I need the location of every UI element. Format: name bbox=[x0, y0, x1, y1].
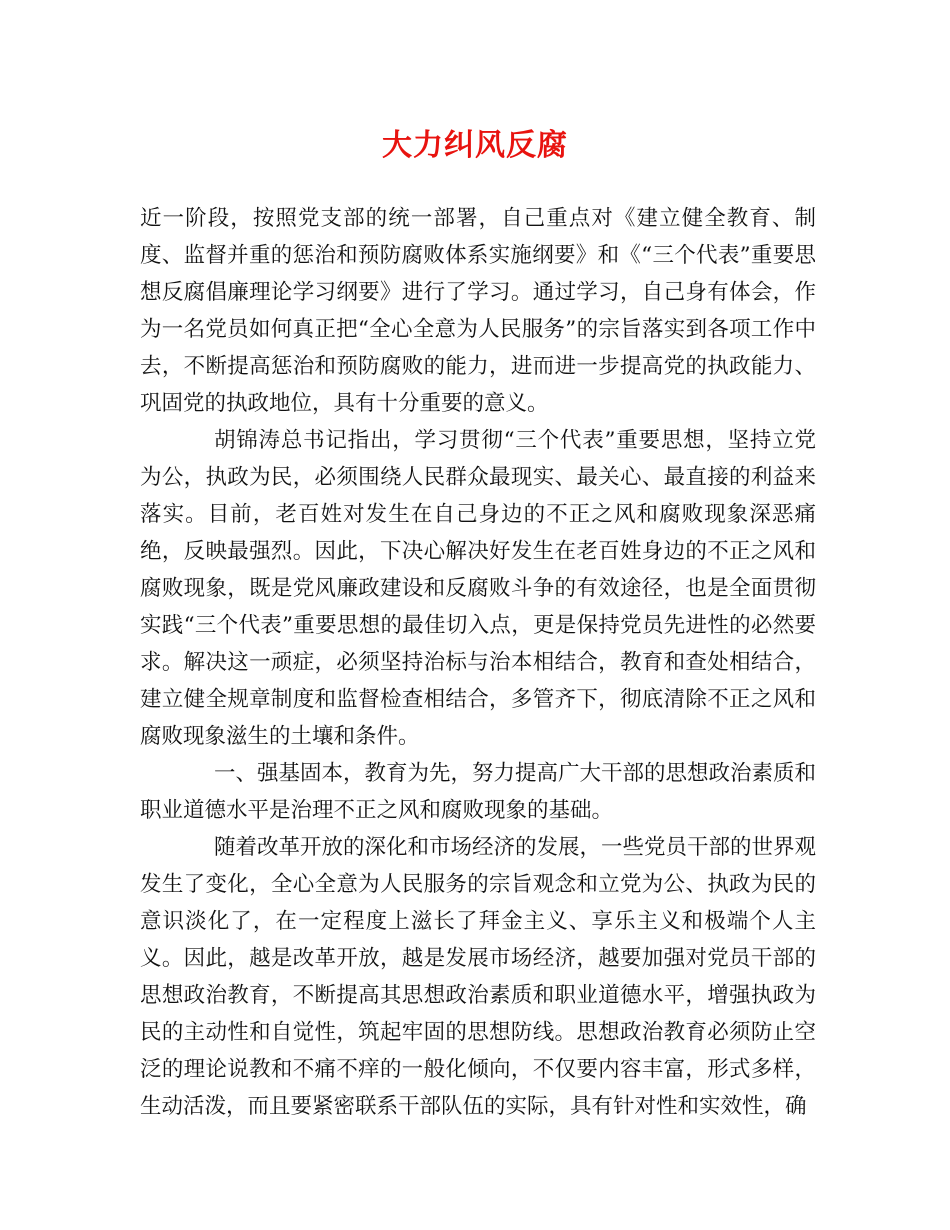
paragraph-2: 胡锦涛总书记指出，学习贯彻“三个代表”重要思想，坚持立党为公，执政为民，必须围绕人民群众最现实、最关心、最直接的利益来落实。目前，老百姓对发生在自己身边的不正之风和腐败现象深恶痛绝，反映最强烈。因此，下决心解决好发生在老百姓身边的不正之风和腐败现象，既是党风廉政建设和反腐败斗争的有效途径，也是全面贯彻实践“三个代表”重要思想的最佳切入点，更是保持党员先进性的必然要求。解决这一顽症，必须坚持治标与治本相结合，教育和查处相结合，建立健全规章制度和监督检查相结合，多管齐下，彻底清除不正之风和腐败现象滋生的土壤和条件。 bbox=[140, 428, 816, 749]
paragraph-4: 随着改革开放的深化和市场经济的发展，一些党员干部的世界观发生了变化，全心全意为人民服务的宗旨观念和立党为公、执政为民的意识淡化了，在一定程度上滋长了拜金主义、享乐主义和极端个人主义。因此，越是改革开放，越是发展市场经济，越要加强对党员干部的思想政治教育，不断提高其思想政治素质和职业道德水平，增强执政为民的主动性和自觉性，筑起牢固的思想防线。思想政治教育必须防止空泛的理论说教和不痛不痒的一般化倾向，不仅要内容丰富，形式多样，生动活泼，而且要紧密联系干部队伍的实际，具有针对性和实效性，确 bbox=[140, 835, 817, 1119]
document-body bbox=[140, 200, 816, 1125]
paragraph-3-section-heading: 一、强基固本，教育为先，努力提高广大干部的思想政治素质和职业道德水平是治理不正之风和腐败现象的基础。 bbox=[140, 761, 817, 823]
document-title: 大力纠风反腐 bbox=[382, 128, 568, 163]
paragraph-1: 近一阶段，按照党支部的统一部署，自己重点对《建立健全教育、制度、监督并重的惩治和预防腐败体系实施纲要》和《“三个代表”重要思想反腐倡廉理论学习纲要》进行了学习。通过学习，自己身有体会，作为一名党员如何真正把“全心全意为人民服务”的宗旨落实到各项工作中去，不断提高惩治和预防腐败的能力，进而进一步提高党的执政能力、巩固党的执政地位，具有十分重要的意义。 bbox=[140, 206, 816, 416]
